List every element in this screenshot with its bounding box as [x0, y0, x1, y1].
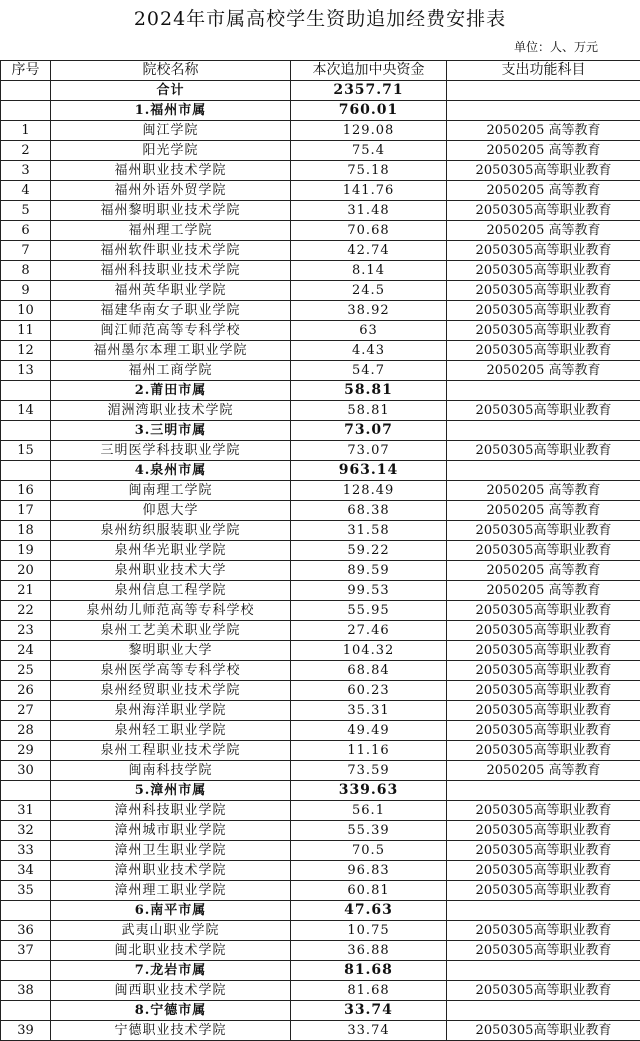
- table-row: [1, 861, 640, 881]
- table-row: [1, 661, 640, 681]
- cell-school-name: 泉州医学高等专科学校: [51, 661, 291, 681]
- cell-amount: 75.18: [291, 161, 447, 181]
- cell-amount: 89.59: [291, 561, 447, 581]
- cell-school-name: 福州黎明职业技术学院: [51, 201, 291, 221]
- cell-index: 35: [1, 881, 51, 901]
- cell-category: 2050305高等职业教育: [447, 301, 640, 321]
- cell-index: 12: [1, 341, 51, 361]
- subtotal-row: [1, 1001, 640, 1021]
- cell-school-name: 泉州海洋职业学院: [51, 701, 291, 721]
- cell-index: [1, 961, 51, 981]
- cell-amount: 42.74: [291, 241, 447, 261]
- table-row: [1, 301, 640, 321]
- cell-school-name: 闽南科技学院: [51, 761, 291, 781]
- cell-school-name: 泉州华光职业学院: [51, 541, 291, 561]
- cell-amount: 10.75: [291, 921, 447, 941]
- cell-index: 10: [1, 301, 51, 321]
- table-row: [1, 201, 640, 221]
- cell-category: 2050305高等职业教育: [447, 821, 640, 841]
- cell-amount: 56.1: [291, 801, 447, 821]
- cell-school-name: 福州科技职业技术学院: [51, 261, 291, 281]
- cell-category: 2050305高等职业教育: [447, 541, 640, 561]
- cell-category: 2050305高等职业教育: [447, 981, 640, 1001]
- table-row: [1, 321, 640, 341]
- cell-amount: 70.68: [291, 221, 447, 241]
- table-row: [1, 881, 640, 901]
- cell-index: 22: [1, 601, 51, 621]
- cell-amount: 55.95: [291, 601, 447, 621]
- cell-index: 14: [1, 401, 51, 421]
- cell-index: 11: [1, 321, 51, 341]
- cell-amount: 60.23: [291, 681, 447, 701]
- table-row: [1, 681, 640, 701]
- cell-category: 2050205 高等教育: [447, 761, 640, 781]
- cell-school-name: 3.三明市属: [51, 421, 291, 441]
- cell-index: 7: [1, 241, 51, 261]
- cell-index: 37: [1, 941, 51, 961]
- cell-amount: 73.07: [291, 421, 447, 441]
- cell-amount: 38.92: [291, 301, 447, 321]
- cell-school-name: 闽江师范高等专科学校: [51, 321, 291, 341]
- table-row: [1, 121, 640, 141]
- cell-index: 25: [1, 661, 51, 681]
- cell-amount: 81.68: [291, 961, 447, 981]
- table-row: [1, 581, 640, 601]
- cell-index: 27: [1, 701, 51, 721]
- cell-category: 2050305高等职业教育: [447, 321, 640, 341]
- table-row: [1, 401, 640, 421]
- cell-index: 8: [1, 261, 51, 281]
- cell-school-name: 湄洲湾职业技术学院: [51, 401, 291, 421]
- cell-amount: 104.32: [291, 641, 447, 661]
- cell-category: 2050305高等职业教育: [447, 801, 640, 821]
- cell-category: 2050305高等职业教育: [447, 281, 640, 301]
- cell-school-name: 泉州工艺美术职业学院: [51, 621, 291, 641]
- header-amount: 本次追加中央资金: [291, 61, 447, 81]
- cell-school-name: 合计: [51, 81, 291, 101]
- cell-index: 30: [1, 761, 51, 781]
- table-row: [1, 941, 640, 961]
- cell-category: 2050305高等职业教育: [447, 861, 640, 881]
- cell-amount: 73.59: [291, 761, 447, 781]
- cell-category: 2050305高等职业教育: [447, 661, 640, 681]
- cell-amount: 99.53: [291, 581, 447, 601]
- cell-category: 2050205 高等教育: [447, 361, 640, 381]
- cell-category: [447, 901, 640, 921]
- cell-index: 34: [1, 861, 51, 881]
- cell-amount: 36.88: [291, 941, 447, 961]
- cell-school-name: 漳州理工职业学院: [51, 881, 291, 901]
- cell-school-name: 福州软件职业技术学院: [51, 241, 291, 261]
- cell-index: 20: [1, 561, 51, 581]
- table-row: [1, 521, 640, 541]
- cell-amount: 24.5: [291, 281, 447, 301]
- cell-school-name: 福州工商学院: [51, 361, 291, 381]
- cell-index: [1, 381, 51, 401]
- cell-category: 2050305高等职业教育: [447, 741, 640, 761]
- header-school-name: 院校名称: [51, 61, 291, 81]
- cell-amount: 128.49: [291, 481, 447, 501]
- cell-school-name: 闽西职业技术学院: [51, 981, 291, 1001]
- cell-amount: 33.74: [291, 1021, 447, 1041]
- subtotal-row: [1, 781, 640, 801]
- cell-school-name: 闽南理工学院: [51, 481, 291, 501]
- cell-amount: 11.16: [291, 741, 447, 761]
- cell-category: 2050205 高等教育: [447, 181, 640, 201]
- cell-amount: 60.81: [291, 881, 447, 901]
- cell-amount: 8.14: [291, 261, 447, 281]
- cell-category: 2050205 高等教育: [447, 481, 640, 501]
- cell-index: 9: [1, 281, 51, 301]
- cell-school-name: 6.南平市属: [51, 901, 291, 921]
- cell-index: 18: [1, 521, 51, 541]
- cell-school-name: 福州职业技术学院: [51, 161, 291, 181]
- cell-index: 15: [1, 441, 51, 461]
- cell-amount: 49.49: [291, 721, 447, 741]
- subtotal-row: [1, 421, 640, 441]
- cell-school-name: 漳州卫生职业学院: [51, 841, 291, 861]
- subtotal-row: [1, 101, 640, 121]
- cell-amount: 81.68: [291, 981, 447, 1001]
- subtotal-row: [1, 901, 640, 921]
- table-row: [1, 981, 640, 1001]
- cell-category: 2050305高等职业教育: [447, 1021, 640, 1041]
- cell-category: [447, 101, 640, 121]
- cell-category: [447, 461, 640, 481]
- cell-index: 29: [1, 741, 51, 761]
- cell-category: [447, 781, 640, 801]
- document-title: 2024年市属高校学生资助追加经费安排表: [133, 8, 507, 30]
- table-row: [1, 141, 640, 161]
- cell-index: 31: [1, 801, 51, 821]
- cell-category: 2050305高等职业教育: [447, 841, 640, 861]
- cell-category: 2050305高等职业教育: [447, 521, 640, 541]
- header-index: 序号: [1, 61, 51, 81]
- cell-school-name: 闽北职业技术学院: [51, 941, 291, 961]
- table-row: [1, 701, 640, 721]
- cell-amount: 2357.71: [291, 81, 447, 101]
- cell-index: 4: [1, 181, 51, 201]
- cell-amount: 141.76: [291, 181, 447, 201]
- allocation-table: [0, 60, 640, 1041]
- cell-category: 2050305高等职业教育: [447, 401, 640, 421]
- cell-index: [1, 461, 51, 481]
- cell-category: [447, 1001, 640, 1021]
- cell-school-name: 宁德职业技术学院: [51, 1021, 291, 1041]
- cell-school-name: 泉州工程职业技术学院: [51, 741, 291, 761]
- cell-category: 2050305高等职业教育: [447, 881, 640, 901]
- subtotal-row: [1, 461, 640, 481]
- table-row: [1, 841, 640, 861]
- cell-category: [447, 381, 640, 401]
- cell-amount: 96.83: [291, 861, 447, 881]
- cell-school-name: 5.漳州市属: [51, 781, 291, 801]
- cell-school-name: 福州理工学院: [51, 221, 291, 241]
- cell-category: 2050305高等职业教育: [447, 921, 640, 941]
- cell-amount: 68.38: [291, 501, 447, 521]
- cell-index: 19: [1, 541, 51, 561]
- table-row: [1, 361, 640, 381]
- table-row: [1, 561, 640, 581]
- subtotal-row: [1, 381, 640, 401]
- cell-school-name: 福州英华职业学院: [51, 281, 291, 301]
- cell-category: [447, 961, 640, 981]
- cell-school-name: 7.龙岩市属: [51, 961, 291, 981]
- cell-amount: 63: [291, 321, 447, 341]
- cell-category: 2050205 高等教育: [447, 121, 640, 141]
- cell-amount: 339.63: [291, 781, 447, 801]
- cell-index: 39: [1, 1021, 51, 1041]
- cell-category: 2050205 高等教育: [447, 141, 640, 161]
- cell-index: [1, 421, 51, 441]
- cell-index: 6: [1, 221, 51, 241]
- cell-school-name: 泉州轻工职业学院: [51, 721, 291, 741]
- cell-school-name: 泉州经贸职业技术学院: [51, 681, 291, 701]
- header-category: 支出功能科目: [447, 61, 640, 81]
- cell-category: 2050305高等职业教育: [447, 201, 640, 221]
- total-row: [1, 81, 640, 101]
- cell-amount: 33.74: [291, 1001, 447, 1021]
- cell-school-name: 福州外语外贸学院: [51, 181, 291, 201]
- cell-school-name: 1.福州市属: [51, 101, 291, 121]
- table-row: [1, 281, 640, 301]
- cell-amount: 31.48: [291, 201, 447, 221]
- cell-category: 2050205 高等教育: [447, 561, 640, 581]
- cell-category: 2050305高等职业教育: [447, 701, 640, 721]
- cell-school-name: 漳州职业技术学院: [51, 861, 291, 881]
- cell-school-name: 泉州信息工程学院: [51, 581, 291, 601]
- cell-category: 2050205 高等教育: [447, 501, 640, 521]
- cell-index: 17: [1, 501, 51, 521]
- cell-school-name: 闽江学院: [51, 121, 291, 141]
- cell-category: 2050305高等职业教育: [447, 721, 640, 741]
- cell-amount: 4.43: [291, 341, 447, 361]
- cell-index: 32: [1, 821, 51, 841]
- cell-index: 2: [1, 141, 51, 161]
- cell-amount: 58.81: [291, 381, 447, 401]
- cell-school-name: 漳州科技职业学院: [51, 801, 291, 821]
- table-row: [1, 1021, 640, 1041]
- cell-category: 2050305高等职业教育: [447, 441, 640, 461]
- cell-school-name: 仰恩大学: [51, 501, 291, 521]
- cell-school-name: 泉州纺织服装职业学院: [51, 521, 291, 541]
- cell-category: [447, 421, 640, 441]
- cell-index: 13: [1, 361, 51, 381]
- cell-index: [1, 101, 51, 121]
- cell-amount: 129.08: [291, 121, 447, 141]
- cell-amount: 963.14: [291, 461, 447, 481]
- unit-note: 单位：人、万元: [513, 40, 598, 54]
- table-row: [1, 341, 640, 361]
- cell-category: 2050305高等职业教育: [447, 341, 640, 361]
- cell-index: 23: [1, 621, 51, 641]
- subtotal-row: [1, 961, 640, 981]
- table-row: [1, 481, 640, 501]
- cell-index: [1, 81, 51, 101]
- cell-school-name: 阳光学院: [51, 141, 291, 161]
- cell-index: [1, 1001, 51, 1021]
- table-body: [1, 81, 640, 1041]
- cell-amount: 75.4: [291, 141, 447, 161]
- table-header-row: [1, 61, 640, 81]
- cell-school-name: 泉州职业技术大学: [51, 561, 291, 581]
- table-row: [1, 541, 640, 561]
- cell-amount: 31.58: [291, 521, 447, 541]
- cell-amount: 27.46: [291, 621, 447, 641]
- cell-school-name: 4.泉州市属: [51, 461, 291, 481]
- table-row: [1, 261, 640, 281]
- cell-amount: 760.01: [291, 101, 447, 121]
- cell-index: 28: [1, 721, 51, 741]
- table-row: [1, 721, 640, 741]
- table-row: [1, 801, 640, 821]
- cell-index: [1, 781, 51, 801]
- cell-amount: 58.81: [291, 401, 447, 421]
- cell-school-name: 2.莆田市属: [51, 381, 291, 401]
- cell-category: 2050205 高等教育: [447, 221, 640, 241]
- cell-school-name: 三明医学科技职业学院: [51, 441, 291, 461]
- cell-index: 21: [1, 581, 51, 601]
- cell-category: 2050305高等职业教育: [447, 681, 640, 701]
- cell-amount: 47.63: [291, 901, 447, 921]
- cell-category: 2050205 高等教育: [447, 581, 640, 601]
- table-row: [1, 501, 640, 521]
- cell-index: 26: [1, 681, 51, 701]
- cell-category: 2050305高等职业教育: [447, 621, 640, 641]
- cell-category: 2050305高等职业教育: [447, 641, 640, 661]
- cell-index: 36: [1, 921, 51, 941]
- cell-category: 2050305高等职业教育: [447, 941, 640, 961]
- cell-index: 33: [1, 841, 51, 861]
- cell-school-name: 福州墨尔本理工职业学院: [51, 341, 291, 361]
- table-row: [1, 741, 640, 761]
- cell-amount: 35.31: [291, 701, 447, 721]
- cell-category: 2050305高等职业教育: [447, 601, 640, 621]
- cell-amount: 59.22: [291, 541, 447, 561]
- cell-category: [447, 81, 640, 101]
- cell-amount: 55.39: [291, 821, 447, 841]
- table-row: [1, 161, 640, 181]
- table-row: [1, 821, 640, 841]
- cell-school-name: 黎明职业大学: [51, 641, 291, 661]
- cell-index: 3: [1, 161, 51, 181]
- cell-school-name: 漳州城市职业学院: [51, 821, 291, 841]
- table-row: [1, 641, 640, 661]
- cell-index: 38: [1, 981, 51, 1001]
- table-row: [1, 621, 640, 641]
- cell-school-name: 武夷山职业学院: [51, 921, 291, 941]
- cell-index: 24: [1, 641, 51, 661]
- table-row: [1, 921, 640, 941]
- table-row: [1, 221, 640, 241]
- table-row: [1, 761, 640, 781]
- cell-amount: 54.7: [291, 361, 447, 381]
- cell-school-name: 福建华南女子职业学院: [51, 301, 291, 321]
- cell-index: 5: [1, 201, 51, 221]
- cell-category: 2050305高等职业教育: [447, 241, 640, 261]
- table-row: [1, 181, 640, 201]
- cell-index: 16: [1, 481, 51, 501]
- cell-amount: 68.84: [291, 661, 447, 681]
- table-row: [1, 241, 640, 261]
- table-row: [1, 441, 640, 461]
- cell-category: 2050305高等职业教育: [447, 161, 640, 181]
- table-row: [1, 601, 640, 621]
- cell-school-name: 8.宁德市属: [51, 1001, 291, 1021]
- cell-amount: 73.07: [291, 441, 447, 461]
- cell-amount: 70.5: [291, 841, 447, 861]
- cell-category: 2050305高等职业教育: [447, 261, 640, 281]
- cell-school-name: 泉州幼儿师范高等专科学校: [51, 601, 291, 621]
- cell-index: 1: [1, 121, 51, 141]
- cell-index: [1, 901, 51, 921]
